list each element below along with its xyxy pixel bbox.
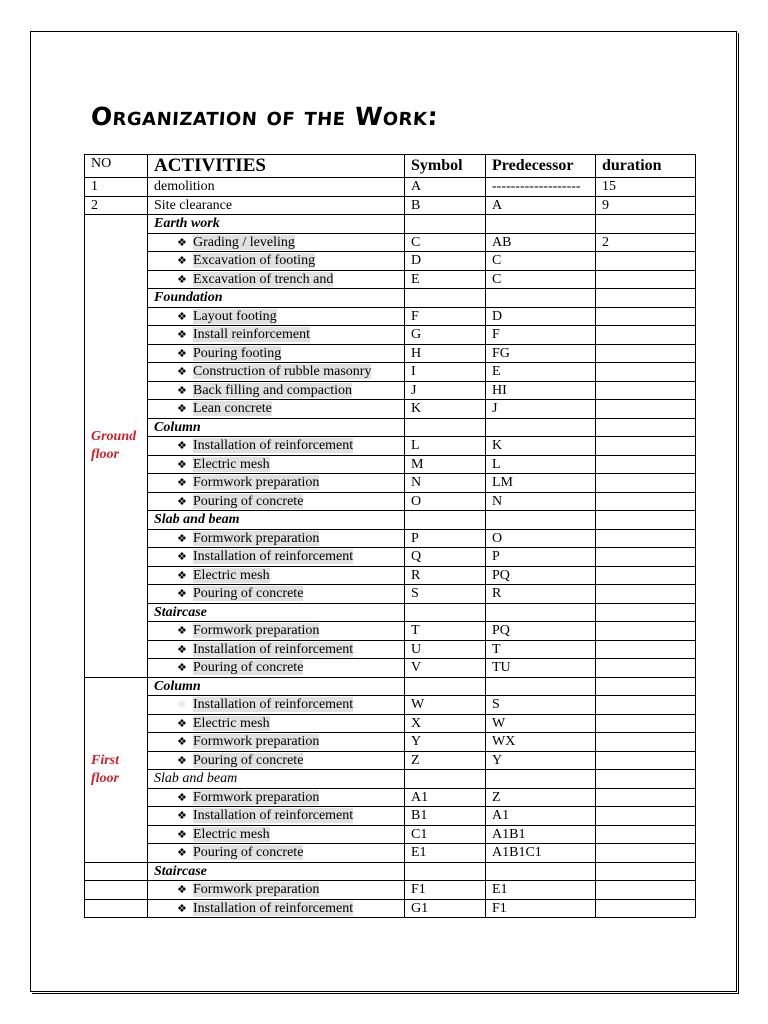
diamond-bullet-icon: ❖ (177, 476, 187, 489)
table-row (85, 196, 696, 215)
predecessor-cell: C (486, 252, 596, 271)
diamond-bullet-icon: ❖ (177, 827, 187, 841)
activity-label: Formwork preparation (193, 789, 320, 805)
activity-cell (148, 844, 405, 863)
duration-cell (596, 566, 696, 585)
activity-cell (148, 659, 405, 678)
activity-label: Formwork preparation (193, 882, 320, 897)
predecessor-cell: R (486, 585, 596, 604)
activity-cell (148, 733, 405, 752)
diamond-bullet-icon: ❖ (177, 698, 187, 711)
symbol-cell: G (405, 326, 486, 345)
activity-cell (148, 363, 405, 382)
symbol-cell: F1 (405, 881, 486, 900)
diamond-bullet-icon: ❖ (177, 661, 187, 674)
activity-cell (148, 474, 405, 493)
group-row (85, 677, 696, 696)
symbol-cell: I (405, 363, 486, 382)
table-row (85, 307, 696, 326)
activity-label: Layout footing (193, 308, 277, 324)
duration-cell (596, 418, 696, 437)
diamond-bullet-icon: ❖ (177, 383, 187, 397)
activity-cell (148, 400, 405, 419)
table-row (85, 566, 696, 585)
activity-cell (148, 492, 405, 511)
duration-cell (596, 437, 696, 456)
activity-label: Installation of reinforcement (193, 641, 354, 657)
table-row (85, 696, 696, 715)
symbol-cell: R (405, 566, 486, 585)
diamond-bullet-icon: ❖ (177, 809, 187, 822)
row-no: 2 (85, 196, 148, 215)
symbol-cell: O (405, 492, 486, 511)
duration-cell (596, 788, 696, 807)
symbol-cell: E1 (405, 844, 486, 863)
activity-label: Installation of reinforcement (193, 900, 354, 916)
activity-label: Excavation of footing (193, 253, 316, 268)
duration-cell (596, 751, 696, 770)
activity-label: Grading / leveling (193, 234, 295, 250)
diamond-bullet-icon: ❖ (177, 531, 187, 545)
group-row (85, 770, 696, 789)
activity-label: Pouring of concrete (193, 845, 304, 860)
predecessor-cell: L (486, 455, 596, 474)
header-activities: ACTIVITIES (148, 155, 405, 178)
predecessor-cell: K (486, 437, 596, 456)
diamond-bullet-icon: ❖ (177, 402, 187, 415)
symbol-cell (405, 418, 486, 437)
duration-cell (596, 677, 696, 696)
table-row (85, 529, 696, 548)
activity-cell (148, 326, 405, 345)
table-row (85, 585, 696, 604)
activity-label: Pouring of concrete (193, 493, 304, 509)
duration-cell (596, 844, 696, 863)
predecessor-cell: PQ (486, 566, 596, 585)
table-row (85, 825, 696, 844)
predecessor-cell (486, 418, 596, 437)
duration-cell (596, 714, 696, 733)
duration-cell (596, 289, 696, 308)
group-row (85, 862, 696, 881)
diamond-bullet-icon: ❖ (177, 494, 187, 508)
activity-label: Pouring footing (193, 345, 282, 361)
symbol-cell: Y (405, 733, 486, 752)
diamond-bullet-icon: ❖ (177, 346, 187, 360)
table-row (85, 233, 696, 252)
header-row (85, 155, 696, 178)
diamond-bullet-icon: ❖ (177, 328, 187, 341)
duration-cell (596, 881, 696, 900)
predecessor-cell (486, 215, 596, 234)
group-title: Foundation (148, 289, 405, 308)
activity-cell (148, 751, 405, 770)
table-row (85, 844, 696, 863)
activity-label: Electric mesh (193, 456, 270, 472)
predecessor-cell: HI (486, 381, 596, 400)
predecessor-cell: N (486, 492, 596, 511)
symbol-cell: P (405, 529, 486, 548)
symbol-cell (405, 215, 486, 234)
diamond-bullet-icon: ❖ (177, 753, 187, 767)
activity-cell (148, 807, 405, 826)
activity-label: Electric mesh (193, 567, 270, 583)
table-row (85, 751, 696, 770)
duration-cell (596, 400, 696, 419)
predecessor-cell: LM (486, 474, 596, 493)
diamond-bullet-icon: ❖ (177, 365, 187, 378)
activity-label: Lean concrete (193, 401, 272, 416)
symbol-cell: L (405, 437, 486, 456)
diamond-bullet-icon: ❖ (177, 846, 187, 859)
predecessor-cell: A1 (486, 807, 596, 826)
predecessor-cell (486, 862, 596, 881)
activity-cell (148, 899, 405, 918)
activity-label: Install reinforcement (193, 327, 311, 342)
duration-cell (596, 474, 696, 493)
predecessor-cell (486, 677, 596, 696)
activity-cell (148, 307, 405, 326)
symbol-cell: D (405, 252, 486, 271)
symbol-cell: C (405, 233, 486, 252)
predecessor-cell: AB (486, 233, 596, 252)
predecessor-cell: P (486, 548, 596, 567)
symbol-cell: S (405, 585, 486, 604)
activity-label: Installation of reinforcement (193, 697, 354, 712)
duration-cell (596, 640, 696, 659)
predecessor-cell: PQ (486, 622, 596, 641)
no-cell-empty (85, 899, 148, 918)
group-title: Column (148, 418, 405, 437)
symbol-cell: K (405, 400, 486, 419)
diamond-bullet-icon: ❖ (177, 568, 187, 582)
predecessor-cell: C (486, 270, 596, 289)
activity-cell (148, 622, 405, 641)
table-row (85, 400, 696, 419)
table-row (85, 640, 696, 659)
activity-label: Installation of reinforcement (193, 438, 354, 453)
activity-label: Formwork preparation (193, 734, 320, 749)
activity-label: Installation of reinforcement (193, 808, 354, 823)
group-row (85, 215, 696, 234)
table-row (85, 381, 696, 400)
table-row (85, 492, 696, 511)
diamond-bullet-icon: ❖ (177, 457, 187, 471)
predecessor-cell (486, 289, 596, 308)
row-no: 1 (85, 178, 148, 197)
symbol-cell: H (405, 344, 486, 363)
duration-cell (596, 529, 696, 548)
duration-cell (596, 381, 696, 400)
duration-cell (596, 862, 696, 881)
predecessor-cell: ------------------- (486, 178, 596, 197)
activity-label: Pouring of concrete (193, 660, 304, 675)
activities-table (84, 154, 696, 918)
activity-cell (148, 437, 405, 456)
diamond-bullet-icon: ❖ (177, 272, 187, 286)
activity-cell (148, 252, 405, 271)
activity-label: Pouring of concrete (193, 586, 304, 601)
predecessor-cell: E (486, 363, 596, 382)
activity-label: Electric mesh (193, 826, 270, 842)
header-symbol: Symbol (405, 155, 486, 178)
duration-cell: 2 (596, 233, 696, 252)
group-title: Staircase (148, 862, 405, 881)
table-row (85, 548, 696, 567)
table-row (85, 659, 696, 678)
diamond-bullet-icon: ❖ (177, 439, 187, 452)
group-title: Slab and beam (148, 511, 405, 530)
activity-cell (148, 344, 405, 363)
duration-cell (596, 825, 696, 844)
group-row (85, 289, 696, 308)
header-duration: duration (596, 155, 696, 178)
activity-cell (148, 825, 405, 844)
activity-label: Formwork preparation (193, 623, 320, 638)
diamond-bullet-icon: ❖ (177, 716, 187, 730)
symbol-cell (405, 511, 486, 530)
predecessor-cell (486, 770, 596, 789)
duration-cell (596, 603, 696, 622)
table-row (85, 714, 696, 733)
activity-label: Installation of reinforcement (193, 549, 354, 564)
diamond-bullet-icon: ❖ (177, 790, 187, 804)
duration-cell (596, 511, 696, 530)
diamond-bullet-icon: ❖ (177, 901, 187, 915)
table-row (85, 252, 696, 271)
activity-cell (148, 270, 405, 289)
floor-label-first: First floor (85, 677, 148, 862)
symbol-cell: V (405, 659, 486, 678)
header-predecessor: Predecessor (486, 155, 596, 178)
activity-cell (148, 714, 405, 733)
predecessor-cell (486, 603, 596, 622)
duration-cell: 15 (596, 178, 696, 197)
symbol-cell: W (405, 696, 486, 715)
duration-cell (596, 899, 696, 918)
duration-cell (596, 455, 696, 474)
duration-cell (596, 733, 696, 752)
activity-cell (148, 455, 405, 474)
predecessor-cell: WX (486, 733, 596, 752)
activity-label: Electric mesh (193, 715, 270, 731)
duration-cell (596, 326, 696, 345)
symbol-cell: T (405, 622, 486, 641)
duration-cell (596, 252, 696, 271)
diamond-bullet-icon: ❖ (177, 624, 187, 637)
table-row (85, 807, 696, 826)
group-title: Column (148, 677, 405, 696)
symbol-cell (405, 289, 486, 308)
no-cell-empty (85, 862, 148, 881)
symbol-cell (405, 677, 486, 696)
symbol-cell: J (405, 381, 486, 400)
symbol-cell: M (405, 455, 486, 474)
predecessor-cell: E1 (486, 881, 596, 900)
symbol-cell: B1 (405, 807, 486, 826)
activity-cell (148, 881, 405, 900)
activity-cell: Site clearance (148, 196, 405, 215)
symbol-cell: Z (405, 751, 486, 770)
predecessor-cell: W (486, 714, 596, 733)
floor-label-ground: Ground floor (85, 215, 148, 678)
duration-cell (596, 659, 696, 678)
duration-cell (596, 307, 696, 326)
symbol-cell: U (405, 640, 486, 659)
activity-cell (148, 233, 405, 252)
symbol-cell: G1 (405, 899, 486, 918)
activity-label: Pouring of concrete (193, 752, 304, 768)
predecessor-cell: Z (486, 788, 596, 807)
predecessor-cell (486, 511, 596, 530)
predecessor-cell: T (486, 640, 596, 659)
table-row (85, 788, 696, 807)
duration-cell (596, 548, 696, 567)
predecessor-cell: A1B1 (486, 825, 596, 844)
predecessor-cell: TU (486, 659, 596, 678)
symbol-cell: X (405, 714, 486, 733)
activity-label: Back filling and compaction (193, 382, 353, 398)
duration-cell: 9 (596, 196, 696, 215)
diamond-bullet-icon: ❖ (177, 735, 187, 748)
table-row (85, 270, 696, 289)
predecessor-cell: FG (486, 344, 596, 363)
predecessor-cell: D (486, 307, 596, 326)
diamond-bullet-icon: ❖ (177, 254, 187, 267)
activity-cell (148, 788, 405, 807)
activity-label: Construction of rubble masonry (193, 364, 372, 379)
symbol-cell: F (405, 307, 486, 326)
activity-cell (148, 548, 405, 567)
table-row (85, 474, 696, 493)
table-row (85, 733, 696, 752)
page-title: Organization of the Work: (89, 102, 440, 131)
diamond-bullet-icon: ❖ (177, 587, 187, 600)
table-row (85, 899, 696, 918)
predecessor-cell: A (486, 196, 596, 215)
predecessor-cell: O (486, 529, 596, 548)
activity-label: Formwork preparation (193, 530, 320, 546)
predecessor-cell: A1B1C1 (486, 844, 596, 863)
activity-cell (148, 381, 405, 400)
diamond-bullet-icon: ❖ (177, 235, 187, 249)
symbol-cell (405, 770, 486, 789)
predecessor-cell: Y (486, 751, 596, 770)
activity-cell (148, 566, 405, 585)
symbol-cell: B (405, 196, 486, 215)
duration-cell (596, 622, 696, 641)
diamond-bullet-icon: ❖ (177, 642, 187, 656)
activity-cell (148, 529, 405, 548)
group-row (85, 511, 696, 530)
activities-table-body (85, 155, 696, 918)
group-row (85, 418, 696, 437)
header-no: NO (85, 155, 148, 178)
symbol-cell: C1 (405, 825, 486, 844)
table-row (85, 344, 696, 363)
symbol-cell: A (405, 178, 486, 197)
table-row (85, 881, 696, 900)
table-row (85, 455, 696, 474)
activity-label: Excavation of trench and (193, 271, 334, 287)
diamond-bullet-icon: ❖ (177, 883, 187, 896)
predecessor-cell: F (486, 326, 596, 345)
group-title: Slab and beam (148, 770, 405, 789)
group-title: Earth work (148, 215, 405, 234)
activity-cell: demolition (148, 178, 405, 197)
diamond-bullet-icon: ❖ (177, 550, 187, 563)
predecessor-cell: J (486, 400, 596, 419)
no-cell-empty (85, 881, 148, 900)
duration-cell (596, 696, 696, 715)
activity-cell (148, 696, 405, 715)
symbol-cell: E (405, 270, 486, 289)
duration-cell (596, 585, 696, 604)
duration-cell (596, 270, 696, 289)
diamond-bullet-icon: ❖ (177, 309, 187, 323)
duration-cell (596, 492, 696, 511)
duration-cell (596, 807, 696, 826)
activity-cell (148, 640, 405, 659)
table-row (85, 326, 696, 345)
group-row (85, 603, 696, 622)
table-row (85, 178, 696, 197)
symbol-cell (405, 862, 486, 881)
table-row (85, 622, 696, 641)
duration-cell (596, 215, 696, 234)
table-row (85, 363, 696, 382)
predecessor-cell: F1 (486, 899, 596, 918)
activity-cell (148, 585, 405, 604)
table-row (85, 437, 696, 456)
symbol-cell (405, 603, 486, 622)
symbol-cell: Q (405, 548, 486, 567)
group-title: Staircase (148, 603, 405, 622)
duration-cell (596, 363, 696, 382)
activity-label: Formwork preparation (193, 475, 320, 490)
symbol-cell: A1 (405, 788, 486, 807)
duration-cell (596, 344, 696, 363)
duration-cell (596, 770, 696, 789)
symbol-cell: N (405, 474, 486, 493)
predecessor-cell: S (486, 696, 596, 715)
